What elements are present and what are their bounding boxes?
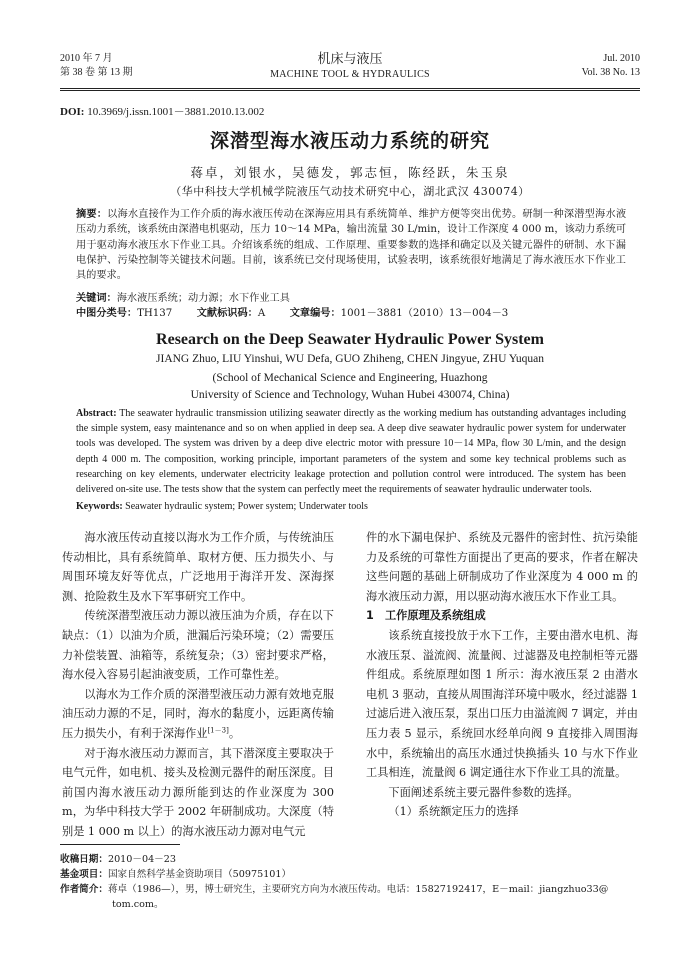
body-paragraph: 传统深潜型液压动力源以液压油为介质，存在以下缺点：（1）以油为介质，泄漏后污染环境；（2）需要压力补偿装置、油箱等，系统复杂；（3）密封要求严格，海水侵入容易引起油液变质，工作可靠性差。 bbox=[62, 609, 334, 682]
journal-name-zh: 机床与液压 bbox=[317, 52, 383, 67]
issue-date-en: Jul. 2010 bbox=[603, 53, 640, 64]
footnote-value: 蒋卓（1986—），男，博士研究生，主要研究方向为水液压传动。电话：15827192417，E－mail：jiangzhuo33@ bbox=[107, 884, 609, 895]
header-rule bbox=[60, 88, 640, 89]
footnote-author-cont: tom.com。 bbox=[112, 899, 164, 910]
clc-label: 中图分类号： bbox=[76, 308, 138, 319]
doc-code-label: 文献标识码： bbox=[196, 308, 258, 319]
body-column-left bbox=[62, 528, 334, 842]
abstract-zh-label: 摘要： bbox=[76, 209, 108, 220]
abstract-en bbox=[76, 406, 626, 497]
footnote-label: 收稿日期： bbox=[60, 854, 108, 865]
body-paragraph bbox=[62, 685, 334, 744]
running-header bbox=[60, 52, 640, 86]
classification-line bbox=[76, 306, 626, 321]
footnote-label: 作者简介： bbox=[60, 884, 108, 895]
footnote-received bbox=[60, 852, 636, 867]
doi-label: DOI: bbox=[60, 106, 85, 118]
footnote-value: 国家自然科学基金资助项目（50975101） bbox=[107, 869, 292, 880]
affiliation-en-line1: (School of Mechanical Science and Engineering, Huazhong bbox=[212, 372, 488, 384]
body-paragraph: 对于海水液压动力源而言，其下潜深度主要取决于电气元件，如电机、接头及检测元器件的耐压深度。目前国内海水液压动力源所能到达的作业深度为 300 m，为华中科技大学于 2002 年研制成功。大深度（特别是 1 000 m 以上）的海水液压动力源对电气元 bbox=[62, 746, 334, 838]
affiliation-zh: （华中科技大学机械学院液压气动技术研究中心，湖北武汉 430074） bbox=[170, 185, 530, 198]
body-paragraph-text: 以海水为工作介质的深潜型液压动力源有效地克服油压动力源的不足，同时，海水的黏度小，远距离传输压力损失小，有利于深海作业 bbox=[62, 687, 334, 740]
section-heading: 1 工作原理及系统组成 bbox=[366, 609, 486, 623]
keywords-zh bbox=[76, 291, 626, 306]
keywords-zh-text: 海水液压系统；动力源；水下作业工具 bbox=[116, 293, 290, 304]
doi-value: 10.3969/j.issn.1001－3881.2010.13.002 bbox=[87, 106, 265, 118]
body-paragraph: 下面阐述系统主要元器件参数的选择。 bbox=[388, 785, 579, 799]
footnote-rule bbox=[60, 844, 180, 845]
footnote-author bbox=[60, 882, 636, 897]
keywords-zh-label: 关键词： bbox=[76, 293, 117, 304]
footnote-value: 2010－04－23 bbox=[107, 854, 176, 865]
footnote-fund bbox=[60, 867, 636, 882]
abstract-zh bbox=[76, 207, 626, 283]
abstract-en-label: Abstract: bbox=[76, 408, 117, 419]
body-paragraph: （1）系统额定压力的选择 bbox=[388, 805, 519, 819]
keywords-en-text: Seawater hydraulic system; Power system; Underwater tools bbox=[125, 501, 368, 512]
header-rule-thin bbox=[60, 90, 640, 91]
authors-en: JIANG Zhuo, LIU Yinshui, WU Defa, GUO Zhiheng, CHEN Jingyue, ZHU Yuquan bbox=[156, 353, 544, 365]
doi-line bbox=[60, 103, 264, 119]
journal-name-en: MACHINE TOOL & HYDRAULICS bbox=[270, 69, 430, 80]
body-paragraph: 件的水下漏电保护、系统及元器件的密封性、抗污染能力及系统的可靠性方面提出了更高的要求，作者在解决这些问题的基础上研制成功了作业深度为 4 000 m 的海水液压动力源，用以驱动海水液压水下作业工具。 bbox=[366, 531, 638, 603]
header-right bbox=[582, 52, 640, 80]
volume-zh: 第 38 卷 第 13 期 bbox=[60, 67, 133, 78]
header-center bbox=[60, 52, 640, 81]
footnote-label: 基金项目： bbox=[60, 869, 108, 880]
article-no-value: 1001－3881（2010）13－004－3 bbox=[340, 308, 509, 319]
abstract-en-text: The seawater hydraulic transmission utilizing seawater directly as the working medium has outstanding advantages including the simple system, easy maintenance and so on when applied in deep sea. A deep dive seawater hydraulic power system for underwater tools was developed. The system was driven by a deep dive electric motor with pressure 10－14 MPa, flow 30 L/min, and the design depth 4 000 m. The composition, working principle, important parameters of the system and some key technical problems such as researching on key elements, underwater electricity leakage protection and pollution control were introduced. The system has been delivered on-site use. The tests show that the system can perfectly meet the requirements of seawater hydraulic underwater tools. bbox=[76, 408, 626, 496]
footnotes bbox=[60, 852, 636, 912]
body-paragraph: 海水液压传动直接以海水为工作介质，与传统油压传动相比，具有系统简单、取材方便、压力损失小、与周围环境友好等优点，广泛地用于海洋开发、深海探测、抢险救生及水下军事研究工作中。 bbox=[62, 531, 334, 603]
authors-zh: 蒋卓，刘银水，吴德发，郭志恒，陈经跃，朱玉泉 bbox=[190, 165, 510, 180]
body-paragraph: 该系统直接投放于水下工作，主要由潜水电机、海水液压泵、溢流阀、流量阀、过滤器及电控制柜等元器件组成。系统原理如图 1 所示：海水液压泵 2 由潜水电机 3 驱动，直接从周围海洋环境中吸水，经过滤器 1 过滤后进入液压泵，泵出口压力由溢流阀 7 调定，并由压力表 5 显示，系统回水经单向阀 9 直接排入周围海水中，系统输出的高压水通过快换插头 10 与水下作业工具相连，流量阀 6 调定通往水下作业工具的流量。 bbox=[366, 628, 638, 780]
keywords-en-label: Keywords: bbox=[76, 501, 123, 512]
citation-ref: [1－3] bbox=[207, 726, 229, 735]
affiliation-en-line2: University of Science and Technology, Wuhan Hubei 430074, China) bbox=[190, 389, 510, 401]
body-column-right bbox=[366, 528, 638, 822]
article-no-label: 文章编号： bbox=[289, 308, 341, 319]
article-title-en: Research on the Deep Seawater Hydraulic Power System bbox=[156, 331, 544, 348]
keywords-en bbox=[76, 499, 626, 514]
clc-value: TH137 bbox=[137, 308, 173, 319]
volume-en: Vol. 38 No. 13 bbox=[581, 67, 640, 78]
body-paragraph-end: 。 bbox=[228, 726, 241, 740]
issue-date-zh: 2010 年 7 月 bbox=[60, 53, 113, 64]
abstract-zh-text: 以海水直接作为工作介质的海水液压传动在深海应用具有系统简单、维护方便等突出优势。研制一种深潜型海水液压动力系统，该系统由深潜电机驱动，压力 10～14 MPa，输出流量 30 L/min，设计工作深度 4 000 m，该动力系统可用于驱动海水液压水下作业工具。介绍该系统的组成、工作原理、重要参数的选择和确定以及关键元器件的研制、水下漏电保护、污染控制等关键技术问题。目前，该系统已交付现场使用，试验表明，该系统很好地满足了海水液压水下作业工具的要求。 bbox=[76, 209, 627, 282]
doc-code-value: A bbox=[257, 308, 266, 319]
article-title-zh: 深潜型海水液压动力系统的研究 bbox=[209, 130, 490, 152]
affiliation-en bbox=[0, 370, 700, 404]
